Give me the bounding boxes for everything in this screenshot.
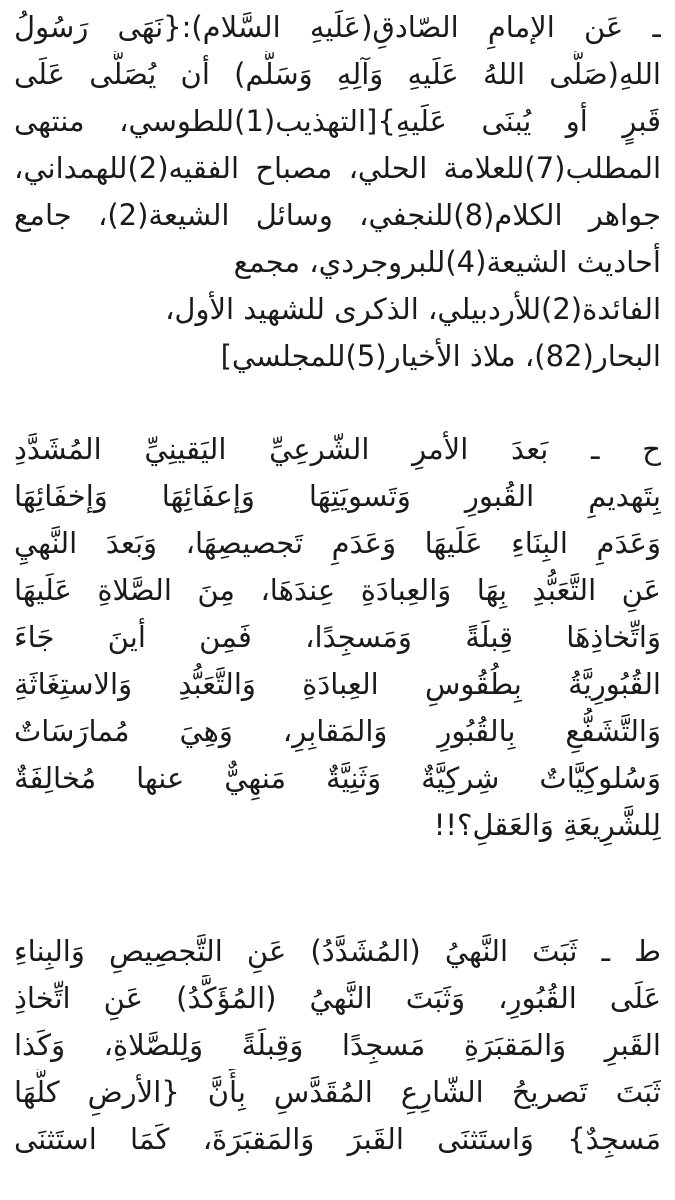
text-line: عَنِ التَّعَبُّدِ بِهَا وَالعِبادَةِ عِندَهَا، مِنَ الصَّلاةِ عَلَيهَا bbox=[14, 573, 661, 607]
text-line: اللهِ(صَلَّى اللهُ عَلَيهِ وَآلِهِ وَسَلَّم) أن يُصَلَّى عَلَى bbox=[14, 57, 661, 91]
paragraph-narration bbox=[14, 4, 661, 380]
text-line: وَالتَّشَفُّعِ بِالقُبُورِ وَالمَقابِرِ، وَهِيَ مُمارَسَاتٌ bbox=[14, 714, 661, 748]
text-line: البحار(82)، ملاذ الأخيار(5)للمجلسي] bbox=[220, 339, 661, 373]
text-line: المطلب(7)للعلامة الحلي، مصباح الفقيه(2)للهمداني، bbox=[14, 151, 661, 185]
text-line: ثَبَتَ تَصريحُ الشّارِعِ المُقَدَّسِ بِأَنَّ {الأرضِ كلُّهَا bbox=[14, 1075, 661, 1109]
text-line: أحاديث الشيعة(4)للبروجردي، مجمع bbox=[233, 245, 661, 279]
text-line: بِتَهديمِ القُبورِ وَتَسويَتِهَا وَإعفَائِهَا وَإخفَائِهَا bbox=[14, 479, 661, 513]
text-line: عَلَى القُبُورِ، وَثَبَتَ النَّهيُ (المُؤَكَّدُ) عَنِ اتِّخاذِ bbox=[14, 981, 661, 1015]
text-line: وَعَدَمِ البِنَاءِ عَلَيهَا وَعَدَمِ تَجصيصِهَا، وَبَعدَ النَّهيِ bbox=[14, 526, 661, 560]
text-line: الفائدة(2)للأردبيلي، الذكرى للشهيد الأول، bbox=[165, 292, 661, 326]
text-line: مَسجِدٌ} وَاستَثنَى القَبرَ وَالمَقبَرَةَ، كَمَا استَثنَى bbox=[14, 1122, 661, 1156]
text-line: جواهر الكلام(8)للنجفي، وسائل الشيعة(2)، جامع bbox=[14, 198, 661, 232]
text-line: لِلشَّرِيعَةِ وَالعَقلِ؟!! bbox=[433, 808, 661, 842]
paragraph-section-ha bbox=[14, 426, 661, 849]
text-line: ط ـ ثَبَتَ النَّهيُ (المُشَدَّدُ) عَنِ التَّجصِيصِ وَالبِناءِ bbox=[14, 934, 661, 968]
text-line: وَسُلوكِيَّاتٌ شِركِيَّةٌ وَثَنِيَّةٌ مَنهِيٌّ عنها مُخالِفَةٌ bbox=[14, 761, 661, 795]
text-line: ح ـ بَعدَ الأمرِ الشّرعِيِّ اليَقينِيِّ المُشَدَّدِ bbox=[14, 432, 661, 466]
text-line: القَبرِ وَالمَقبَرَةِ مَسجِدًا وَقِبلَةً وَلِلصَّلاةِ، وَكَذا bbox=[14, 1028, 661, 1062]
text-line: وَاتِّخاذِهَا قِبلَةً وَمَسجِدًا، فَمِن أينَ جَاءَ bbox=[14, 620, 661, 654]
text-line: قَبرٍ أو يُبنَى عَلَيهِ}[التهذيب(1)للطوسي، منتهى bbox=[14, 104, 661, 138]
text-line: القُبُورِيَّةُ بِطُقُوسِ العِبادَةِ وَالتَّعَبُّدِ وَالاستِغَاثَةِ bbox=[14, 667, 661, 701]
text-line: ـ عَن الإمامِ الصّادقِ(عَلَيهِ السَّلام):{نَهَى رَسُولُ bbox=[14, 10, 661, 44]
paragraph-section-ta bbox=[14, 928, 661, 1163]
